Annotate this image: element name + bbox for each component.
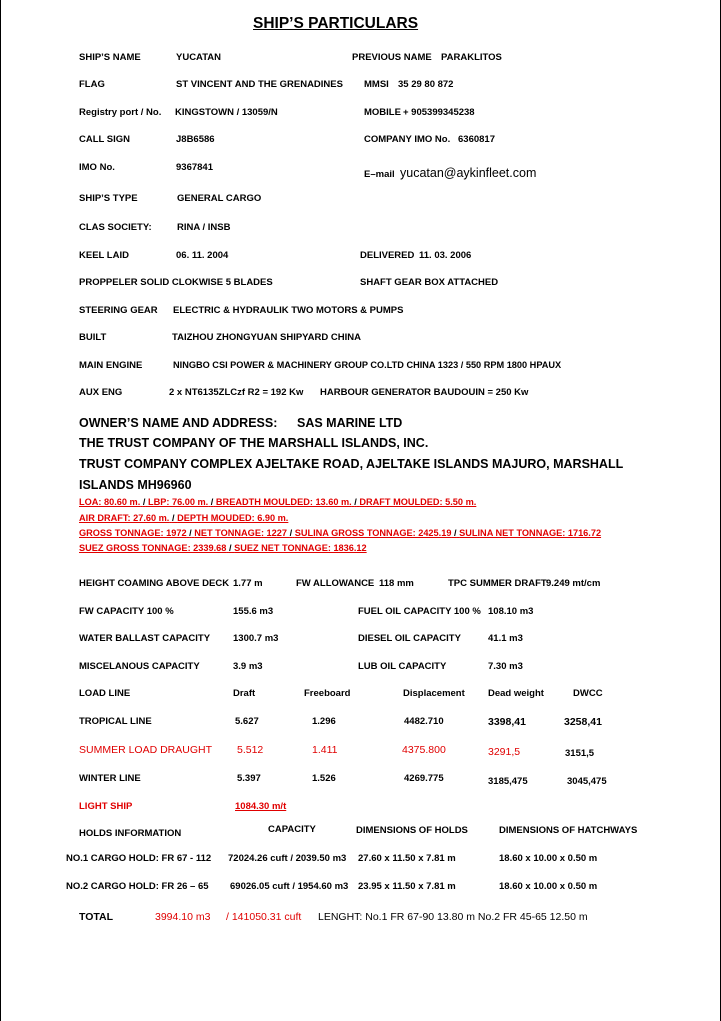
winter-label: WINTER LINE [79, 773, 141, 784]
delivered-value: 11. 03. 2006 [419, 250, 472, 261]
flag-value: ST VINCENT AND THE GRENADINES [176, 79, 343, 90]
dimensions-hatchways-header: DIMENSIONS OF HATCHWAYS [499, 825, 638, 836]
company-imo-label: COMPANY IMO No. [364, 134, 451, 145]
previous-name-value: PARAKLITOS [441, 52, 502, 63]
ballast-label: WATER BALLAST CAPACITY [79, 633, 211, 644]
diesel-oil-value: 41.1 m3 [488, 633, 523, 644]
ship-type-label: SHIP’S TYPE [79, 193, 138, 204]
hold1-dimensions: 27.60 x 11.50 x 7.81 m [358, 853, 456, 864]
hold2-label: NO.2 CARGO HOLD: FR 26 – 65 [66, 881, 209, 892]
summer-draft: 5.512 [237, 744, 264, 756]
fw-capacity-value: 155.6 m3 [233, 606, 274, 617]
capacity-header: CAPACITY [268, 824, 316, 835]
delivered-label: DELIVERED [360, 250, 415, 261]
harbour-generator: HARBOUR GENERATOR BAUDOUIN = 250 Kw [320, 387, 529, 398]
gross-tonnage: GROSS TONNAGE: 1972 [79, 528, 187, 538]
fw-allowance-label: FW ALLOWANCE [296, 578, 375, 589]
steering-value: ELECTRIC & HYDRAULIK TWO MOTORS & PUMPS [173, 305, 404, 316]
call-sign-label: CALL SIGN [79, 134, 131, 145]
main-engine-value: NINGBO CSI POWER & MACHINERY GROUP CO.LTD CHINA 1323 / 550 RPM 1800 HPAUX [173, 360, 562, 370]
email-label: E–mail [364, 169, 395, 180]
dimensions-line1 [79, 498, 476, 507]
mobile-value: + 905399345238 [403, 107, 475, 118]
draft-header: Draft [233, 688, 256, 699]
fuel-oil-value: 108.10 m3 [488, 606, 534, 617]
summer-displacement: 4375.800 [402, 744, 446, 756]
sulina-gross-tonnage: SULINA GROSS TONNAGE: 2425.19 [294, 528, 452, 538]
dimensions-line3 [79, 529, 601, 538]
steering-label: STEERING GEAR [79, 305, 158, 316]
previous-name-label: PREVIOUS NAME [352, 52, 432, 63]
company-imo-value: 6360817 [458, 134, 495, 145]
misc-capacity-label: MISCELANOUS CAPACITY [79, 661, 200, 672]
owner-address-line2: TRUST COMPANY COMPLEX AJELTAKE ROAD, AJELTAKE ISLANDS MAJURO, MARSHALL [79, 457, 624, 471]
tropical-deadweight: 3398,41 [488, 716, 526, 728]
net-tonnage: NET TONNAGE: 1227 [194, 528, 287, 538]
mmsi-label: MMSI [364, 79, 389, 90]
mobile-label: MOBILE [364, 107, 401, 118]
registry-value: KINGSTOWN / 13059/N [175, 107, 278, 118]
summer-freeboard: 1.411 [312, 744, 338, 756]
ballast-value: 1300.7 m3 [233, 633, 279, 644]
ships-name-value: YUCATAN [176, 52, 222, 63]
tpc-label: TPC SUMMER DRAFT [448, 578, 547, 589]
total-m3: 3994.10 m3 [155, 911, 211, 923]
tropical-freeboard: 1.296 [312, 716, 336, 727]
email-link[interactable]: yucatan@aykinfleet.com [400, 166, 537, 180]
owner-name: SAS MARINE LTD [297, 416, 403, 430]
built-label: BUILT [79, 332, 107, 343]
separator: / [289, 528, 293, 538]
dwcc-header: DWCC [573, 688, 603, 699]
separator: / [354, 497, 357, 507]
winter-displacement: 4269.775 [404, 773, 444, 784]
imo-value: 9367841 [176, 162, 213, 173]
keel-label: KEEL LAID [79, 250, 129, 261]
diesel-oil-label: DIESEL OIL CAPACITY [358, 633, 461, 644]
hold1-capacity: 72024.26 cuft / 2039.50 m3 [228, 853, 347, 864]
draft-moulded: DRAFT MOULDED: 5.50 m. [359, 497, 477, 507]
tropical-dwcc: 3258,41 [564, 716, 602, 728]
hold2-hatchway: 18.60 x 10.00 x 0.50 m [499, 881, 598, 892]
deadweight-header: Dead weight [488, 688, 544, 699]
lub-oil-value: 7.30 m3 [488, 661, 523, 672]
summer-label: SUMMER LOAD DRAUGHT [79, 744, 213, 756]
winter-deadweight: 3185,475 [488, 776, 528, 787]
lbp: LBP: 76.00 m. [147, 497, 209, 507]
hold2-dimensions: 23.95 x 11.50 x 7.81 m [358, 881, 456, 892]
separator: / [171, 513, 175, 523]
main-engine-label: MAIN ENGINE [79, 360, 143, 371]
registry-label: Registry port / No. [79, 107, 162, 118]
loadline-header: LOAD LINE [79, 688, 131, 699]
total-label: TOTAL [79, 911, 114, 923]
keel-value: 06. 11. 2004 [176, 250, 229, 261]
winter-draft: 5.397 [237, 773, 261, 784]
hold1-label: NO.1 CARGO HOLD: FR 67 - 112 [66, 853, 212, 864]
aux-eng-label: AUX ENG [79, 387, 123, 398]
flag-label: FLAG [79, 79, 105, 90]
tropical-displacement: 4482.710 [404, 716, 444, 727]
coaming-value: 1.77 m [233, 578, 263, 589]
loa: LOA: 80.60 m. [79, 497, 141, 507]
lub-oil-label: LUB OIL CAPACITY [358, 661, 447, 672]
light-ship-value: 1084.30 m/t [235, 801, 287, 812]
imo-label: IMO No. [79, 162, 115, 173]
tpc-value: 9.249 mt/cm [546, 578, 601, 589]
class-value: RINA / INSB [177, 222, 231, 233]
depth-moulded: DEPTH MOUDED: 6.90 m. [177, 513, 289, 523]
page-title: SHIP’S PARTICULARS [253, 15, 419, 32]
summer-dwcc: 3151,5 [565, 748, 595, 759]
class-label: CLAS SOCIETY: [79, 222, 152, 233]
total-cuft: / 141050.31 cuft [226, 911, 302, 923]
separator: / [210, 497, 214, 507]
sulina-net-tonnage: SULINA NET TONNAGE: 1716.72 [459, 528, 602, 538]
separator: / [454, 528, 457, 538]
separator: / [228, 543, 232, 553]
built-value: TAIZHOU ZHONGYUAN SHIPYARD CHINA [172, 332, 361, 343]
total-length: LENGHT: No.1 FR 67-90 13.80 m No.2 FR 45-65 12.50 m [318, 911, 588, 923]
coaming-label: HEIGHT COAMING ABOVE DECK [79, 578, 230, 589]
owner-label: OWNER’S NAME AND ADDRESS: [79, 416, 278, 430]
owner-address-line3: ISLANDS MH96960 [79, 478, 192, 492]
winter-freeboard: 1.526 [312, 773, 336, 784]
separator: / [142, 497, 146, 507]
tropical-draft: 5.627 [235, 716, 259, 727]
fw-allowance-value: 118 mm [379, 578, 414, 589]
ship-type-value: GENERAL CARGO [177, 193, 262, 204]
call-sign-value: J8B6586 [176, 134, 215, 145]
hold1-hatchway: 18.60 x 10.00 x 0.50 m [499, 853, 598, 864]
air-draft: AIR DRAFT: 27.60 m. [79, 513, 170, 523]
aux-eng-value: 2 x NT6135ZLCzf R2 = 192 Kw [169, 387, 304, 398]
shaft-text: SHAFT GEAR BOX ATTACHED [360, 277, 499, 288]
suez-gross-tonnage: SUEZ GROSS TONNAGE: 2339.68 [79, 543, 227, 553]
misc-capacity-value: 3.9 m3 [233, 661, 263, 672]
breadth: BREADTH MOULDED: 13.60 m. [215, 497, 352, 507]
separator: / [189, 528, 192, 538]
propeller-text: PROPPELER SOLID CLOKWISE 5 BLADES [79, 277, 273, 288]
dimensions-holds-header: DIMENSIONS OF HOLDS [356, 825, 468, 836]
ships-name-label: SHIP’S NAME [79, 52, 141, 63]
displacement-header: Displacement [403, 688, 465, 699]
fw-capacity-label: FW CAPACITY 100 % [79, 606, 174, 617]
owner-address-line1: THE TRUST COMPANY OF THE MARSHALL ISLANDS, INC. [79, 436, 429, 450]
mmsi-value: 35 29 80 872 [398, 79, 454, 90]
freeboard-header: Freeboard [304, 688, 351, 699]
hold2-capacity: 69026.05 cuft / 1954.60 m3 [230, 881, 349, 892]
dimensions-line4 [79, 544, 367, 553]
summer-deadweight: 3291,5 [488, 746, 521, 758]
tropical-label: TROPICAL LINE [79, 716, 152, 727]
holds-info-header: HOLDS INFORMATION [79, 828, 182, 839]
light-ship-label: LIGHT SHIP [79, 801, 133, 812]
winter-dwcc: 3045,475 [567, 776, 607, 787]
fuel-oil-label: FUEL OIL CAPACITY 100 % [358, 606, 481, 617]
suez-net-tonnage: SUEZ NET TONNAGE: 1836.12 [234, 543, 367, 553]
dimensions-line2 [79, 514, 288, 523]
